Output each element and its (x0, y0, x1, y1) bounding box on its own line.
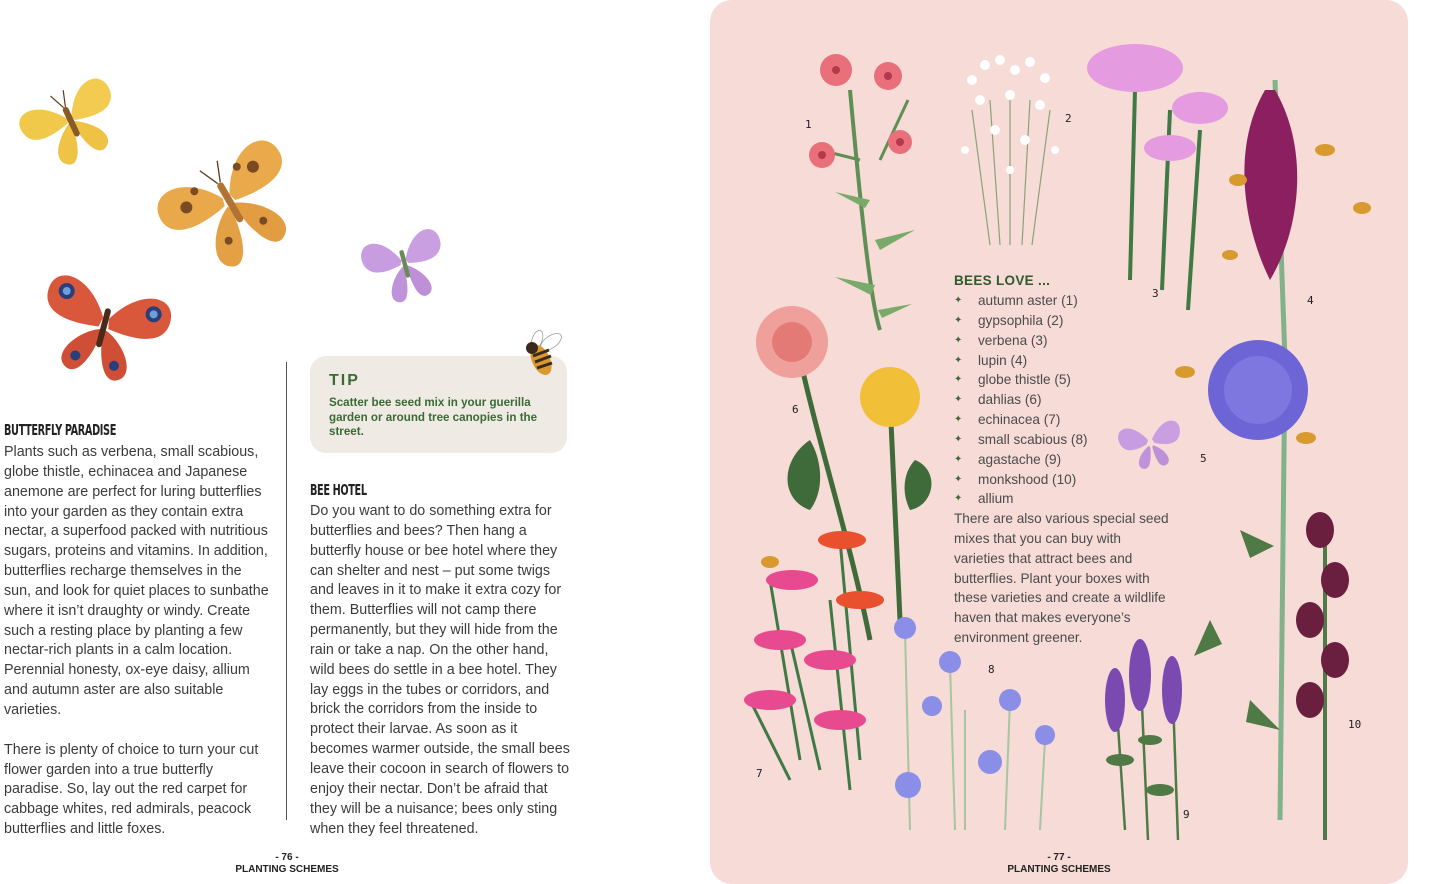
list-item: ✦ echinacea (7) (954, 410, 1154, 430)
page-number-right: - 77 - (1047, 852, 1071, 863)
section-label-left: PLANTING SCHEMES (235, 864, 339, 875)
list-item: ✦ allium (954, 489, 1154, 509)
tip-title: TIP (329, 372, 360, 389)
butterfly-peacock-icon (30, 258, 180, 386)
list-item: ✦ agastache (9) (954, 450, 1154, 470)
butterfly-orange-icon (150, 125, 310, 280)
plant-number-5: 5 (1200, 452, 1207, 465)
list-item: ✦ globe thistle (5) (954, 370, 1154, 390)
bullet-icon: ✦ (954, 374, 963, 386)
plant-number-6: 6 (792, 403, 799, 416)
plant-number-7: 7 (756, 767, 763, 780)
bullet-icon: ✦ (954, 394, 963, 406)
list-item: ✦ monkshood (10) (954, 470, 1154, 490)
list-item: ✦ lupin (4) (954, 351, 1154, 371)
right-page (710, 0, 1408, 884)
bullet-icon: ✦ (954, 314, 963, 326)
bullet-icon: ✦ (954, 414, 963, 426)
bee-hotel-heading: BEE HOTEL (310, 481, 367, 499)
right-page-footer (959, 852, 1159, 876)
plant-number-8: 8 (988, 663, 995, 676)
list-item: ✦ verbena (3) (954, 331, 1154, 351)
butterfly-paragraph-1: Plants such as verbena, small scabious, globe thistle, echinacea and Japanese anemone are perfect for luring butterflies into your garden as they contain extra nectar, a superfood packed with nutritious sugars, proteins and vitamins. In addition, butterflies recharge themselves in the sun, and look for quiet places to sunbathe where it isn’t draughty or windy. Create such a resting place by planting a few nectar-rich plants in a calm location. Perennial honesty, ox-eye daisy, allium and autumn aster are also suitable varieties. (4, 444, 269, 718)
butterfly-yellow-icon (10, 66, 130, 172)
list-item: ✦ gypsophila (2) (954, 311, 1154, 331)
butterfly-paradise-heading: BUTTERFLY PARADISE (4, 421, 116, 439)
bees-paragraph: There are also various special seed mixes that you can buy with varieties that attract bees and butterflies. Plant your boxes with these varieties and create a wildlife haven that makes everyone’s environment greener. (954, 511, 1169, 646)
bullet-icon: ✦ (954, 433, 963, 445)
plant-number-10: 10 (1348, 718, 1362, 731)
plant-number-2: 2 (1065, 112, 1072, 125)
bullet-icon: ✦ (954, 295, 963, 306)
left-page-footer (187, 852, 387, 876)
bees-love-title: BEES LOVE ... (954, 273, 1051, 288)
bullet-icon: ✦ (954, 473, 963, 485)
bee-icon (515, 326, 567, 384)
section-label-right: PLANTING SCHEMES (1007, 864, 1111, 875)
bullet-icon: ✦ (954, 334, 963, 346)
butterfly-lilac-icon (356, 218, 452, 306)
plant-number-4: 4 (1307, 294, 1314, 307)
list-item: ✦ autumn aster (1) (954, 291, 1154, 311)
bees-love-list (954, 291, 1154, 509)
bee-hotel-text: Do you want to do something extra for butterflies and bees? Then hang a butterfly house or bee hotel where they can shelter and nest – put some twigs and leaves in it to make it extra cozy for them. Butterflies will not camp there permanently, but they will hide from the rain or take a nap. On the other hand, wild bees do settle in a bee hotel. They lay eggs in the tubes or corridors, and brick the corridors from the inside to protect their larvae. As soon as it becomes warmer outside, the small bees leave their cocoon in search of flowers to enjoy their nectar. Don’t be afraid that they will be a nuisance; bees only sting when they feel threatened. (310, 503, 570, 837)
list-item: ✦ dahlias (6) (954, 390, 1154, 410)
bullet-icon: ✦ (954, 453, 963, 465)
butterfly-paradise-text (4, 443, 272, 860)
page-number-left: - 76 - (275, 852, 299, 863)
plant-number-3: 3 (1152, 287, 1159, 300)
column-divider (286, 362, 287, 820)
plant-number-1: 1 (805, 118, 812, 131)
tip-text: Scatter bee seed mix in your guerilla garden or around tree canopies in the street. (329, 396, 538, 438)
list-item: ✦ small scabious (8) (954, 430, 1154, 450)
bullet-icon: ✦ (954, 493, 963, 505)
plant-number-9: 9 (1183, 808, 1190, 821)
butterfly-paragraph-2: There is plenty of choice to turn your cut flower garden into a true butterfly paradise. So, lay out the red carpet for cabbage whites, red admirals, peacock butterflies and little foxes. (4, 741, 259, 838)
bullet-icon: ✦ (954, 354, 963, 366)
